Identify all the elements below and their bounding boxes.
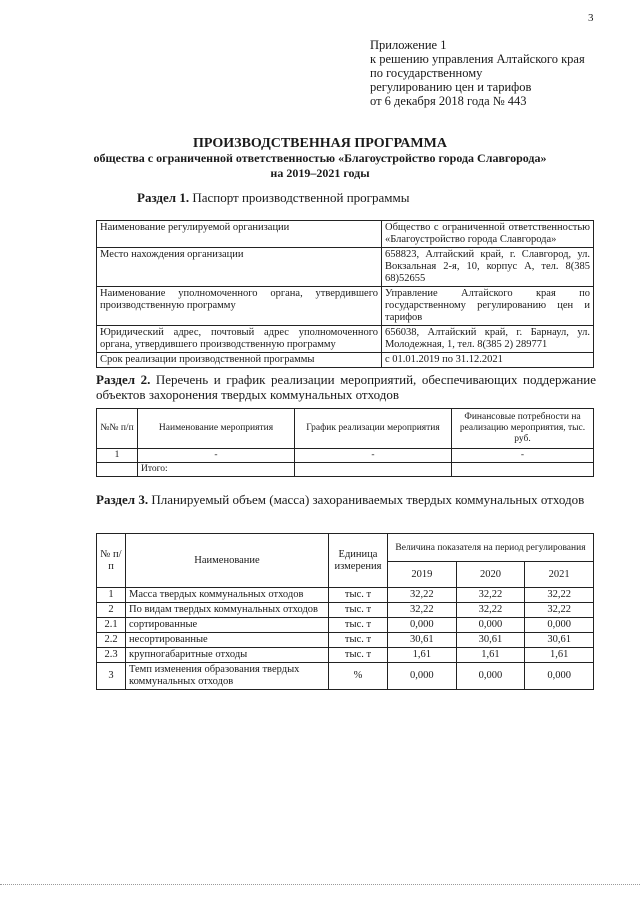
- section-2-heading: [96, 372, 596, 402]
- appendix-note: [370, 38, 585, 108]
- cell: 2.2: [97, 633, 126, 648]
- header-cell: Величина показателя на период регулирования: [388, 534, 594, 562]
- cell: тыс. т: [329, 603, 388, 618]
- table-row: [97, 588, 594, 603]
- row-value: Общество с ограниченной ответственностью «Благоустройство города Славгорода»: [382, 221, 594, 248]
- section-text: Паспорт производственной программы: [189, 190, 410, 205]
- cell: 1: [97, 588, 126, 603]
- row-value: Управление Алтайского края по государственному регулированию цен и тарифов: [382, 287, 594, 326]
- cell: 32,22: [388, 603, 457, 618]
- table-row: [97, 618, 594, 633]
- cell: -: [452, 449, 594, 463]
- cell: тыс. т: [329, 648, 388, 663]
- appendix-line: к решению управления Алтайского края: [370, 52, 585, 66]
- section-3-heading: [96, 492, 596, 507]
- cell: [97, 463, 138, 477]
- table-row: [97, 633, 594, 648]
- cell: 0,000: [388, 663, 457, 690]
- cell: 2.3: [97, 648, 126, 663]
- row-value: с 01.01.2019 по 31.12.2021: [382, 353, 594, 368]
- cell: [452, 463, 594, 477]
- appendix-line: регулированию цен и тарифов: [370, 80, 532, 94]
- section-label: Раздел 2.: [96, 372, 151, 387]
- cell: Темп изменения образования твердых коммунальных отходов: [126, 663, 329, 690]
- cell: -: [295, 449, 452, 463]
- cell: 32,22: [525, 588, 594, 603]
- footer-divider: [0, 884, 640, 885]
- cell: По видам твердых коммунальных отходов: [126, 603, 329, 618]
- cell: 1,61: [456, 648, 525, 663]
- table-row: [97, 648, 594, 663]
- row-value: 656038, Алтайский край, г. Барнаул, ул. Молодежная, 1, тел. 8(385 2) 289771: [382, 326, 594, 353]
- cell: тыс. т: [329, 633, 388, 648]
- page-number: 3: [588, 12, 594, 24]
- measures-table: [96, 408, 594, 477]
- section-label: Раздел 3.: [96, 492, 149, 507]
- row-label: Место нахождения организации: [97, 248, 382, 287]
- row-label: Наименование уполномоченного органа, утвердившего производственную программу: [97, 287, 382, 326]
- waste-volume-table: [96, 533, 594, 690]
- table-row: [97, 287, 594, 326]
- row-label: Юридический адрес, почтовый адрес уполномоченного органа, утвердившего производственную программу: [97, 326, 382, 353]
- document-title: [0, 136, 640, 181]
- cell: 32,22: [525, 603, 594, 618]
- header-cell: График реализации мероприятия: [295, 409, 452, 449]
- table-header-row: [97, 534, 594, 562]
- table-row: [97, 248, 594, 287]
- row-label: Наименование регулируемой организации: [97, 221, 382, 248]
- year-cell: 2021: [525, 562, 594, 588]
- cell: [295, 463, 452, 477]
- cell: 30,61: [456, 633, 525, 648]
- cell: 32,22: [456, 603, 525, 618]
- table-header-row: [97, 409, 594, 449]
- table-row: [97, 603, 594, 618]
- cell: тыс. т: [329, 588, 388, 603]
- cell: тыс. т: [329, 618, 388, 633]
- section-text: Перечень и график реализации мероприятий, обеспечивающих поддержание объектов захоронения твердых коммунальных отходов: [96, 372, 596, 402]
- cell: 0,000: [456, 663, 525, 690]
- appendix-line: от 6 декабря 2018 года № 443: [370, 94, 527, 108]
- cell: 3: [97, 663, 126, 690]
- cell: 32,22: [456, 588, 525, 603]
- cell: несортированные: [126, 633, 329, 648]
- cell: 1,61: [525, 648, 594, 663]
- title-line: на 2019–2021 годы: [270, 166, 370, 180]
- appendix-line: по государственному: [370, 66, 483, 80]
- cell: -: [138, 449, 295, 463]
- header-cell: Наименование: [126, 534, 329, 588]
- title-line: общества с ограниченной ответственностью «Благоустройство города Славгорода»: [93, 151, 547, 165]
- cell: сортированные: [126, 618, 329, 633]
- cell: 0,000: [525, 663, 594, 690]
- header-cell: №№ п/п: [97, 409, 138, 449]
- header-cell: Единица измерения: [329, 534, 388, 588]
- year-cell: 2020: [456, 562, 525, 588]
- cell: 0,000: [525, 618, 594, 633]
- year-cell: 2019: [388, 562, 457, 588]
- header-cell: Наименование мероприятия: [138, 409, 295, 449]
- row-value: 658823, Алтайский край, г. Славгород, ул. Вокзальная 2-я, 10, корпус А, тел. 8(385 68)52655: [382, 248, 594, 287]
- cell: 1: [97, 449, 138, 463]
- cell: 0,000: [456, 618, 525, 633]
- total-row: [97, 463, 594, 477]
- header-cell: Финансовые потребности на реализацию мероприятия, тыс. руб.: [452, 409, 594, 449]
- total-label: Итого:: [138, 463, 295, 477]
- cell: 0,000: [388, 618, 457, 633]
- cell: 2.1: [97, 618, 126, 633]
- table-row: [97, 449, 594, 463]
- section-1-heading: [137, 190, 409, 205]
- table-row: [97, 353, 594, 368]
- cell: 1,61: [388, 648, 457, 663]
- table-row: [97, 221, 594, 248]
- cell: 32,22: [388, 588, 457, 603]
- appendix-line: Приложение 1: [370, 38, 447, 52]
- cell: Масса твердых коммунальных отходов: [126, 588, 329, 603]
- section-label: Раздел 1.: [137, 190, 190, 205]
- passport-table: [96, 220, 594, 368]
- header-cell: № п/п: [97, 534, 126, 588]
- cell: 30,61: [525, 633, 594, 648]
- row-label: Срок реализации производственной программы: [97, 353, 382, 368]
- cell: 30,61: [388, 633, 457, 648]
- cell: 2: [97, 603, 126, 618]
- cell: крупногабаритные отходы: [126, 648, 329, 663]
- cell: %: [329, 663, 388, 690]
- table-row: [97, 663, 594, 690]
- section-text: Планируемый объем (масса) захораниваемых твердых коммунальных отходов: [148, 492, 585, 507]
- table-row: [97, 326, 594, 353]
- title-line: ПРОИЗВОДСТВЕННАЯ ПРОГРАММА: [193, 136, 447, 151]
